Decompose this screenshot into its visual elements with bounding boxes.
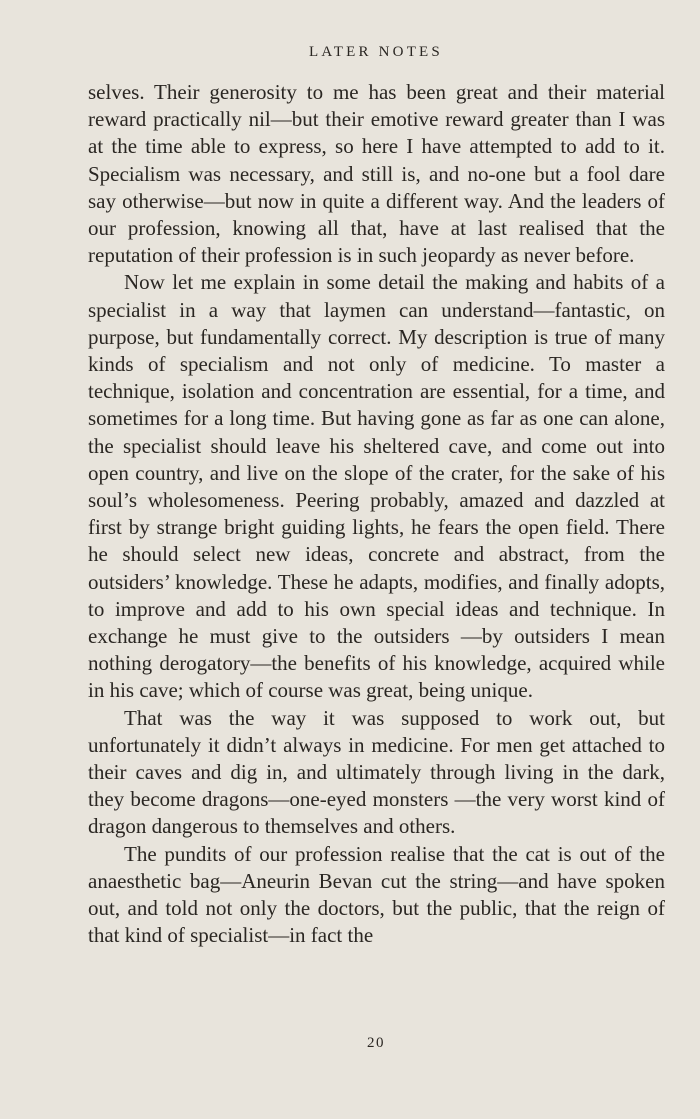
paragraph-continuation: selves. Their generosity to me has been great and their material reward practically nil—but their emotive reward greater than I was at the time able to express, so here I have attempted to add to it. Specialism was necessary, and still is, and no-one but a fool dare say otherwise—but now in quite a different way. And the leaders of our profession, knowing all that, have at last realised that the reputation of their profession is in such jeopardy as never before. [88,80,665,268]
page-number: 20 [367,1035,385,1051]
body-text [88,79,665,950]
running-head: LATER NOTES [309,44,443,60]
paragraph-dragons: That was the way it was supposed to work out, but unfortunately it didn’t always in medicine. For men get attached to their caves and dig in, and ultimately through living in the dark, they become dragons—one-eyed monsters —the very worst kind of dragon dangerous to themselves and others. [88,705,665,839]
paragraph-pundits: The pundits of our profession realise that the cat is out of the anaesthetic bag—Aneurin Bevan cut the string—and have spoken out, and told not only the doctors, but the public, that the reign of that kind of specialist—in fact the [88,841,665,948]
paragraph-specialist-habits: Now let me explain in some detail the making and habits of a specialist in a way that laymen can understand—fantastic, on purpose, but fundamentally correct. My description is true of many kinds of specialism and not only of medicine. To master a technique, isolation and concentration are essential, for a time, and sometimes for a long time. But having gone as far as one can alone, the specialist should leave his sheltered cave, and come out into open country, and live on the slope of the crater, for the sake of his soul’s wholesomeness. Peering probably, amazed and dazzled at first by strange bright guiding lights, he fears the open field. There he should select new ideas, concrete and abstract, from the outsiders’ knowledge. These he adapts, modifies, and finally adopts, to improve and add to his own special ideas and technique. In exchange he must give to the outsiders —by outsiders I mean nothing derogatory—the benefits of his knowledge, acquired while in his cave; which of course was great, being unique. [88,270,665,703]
